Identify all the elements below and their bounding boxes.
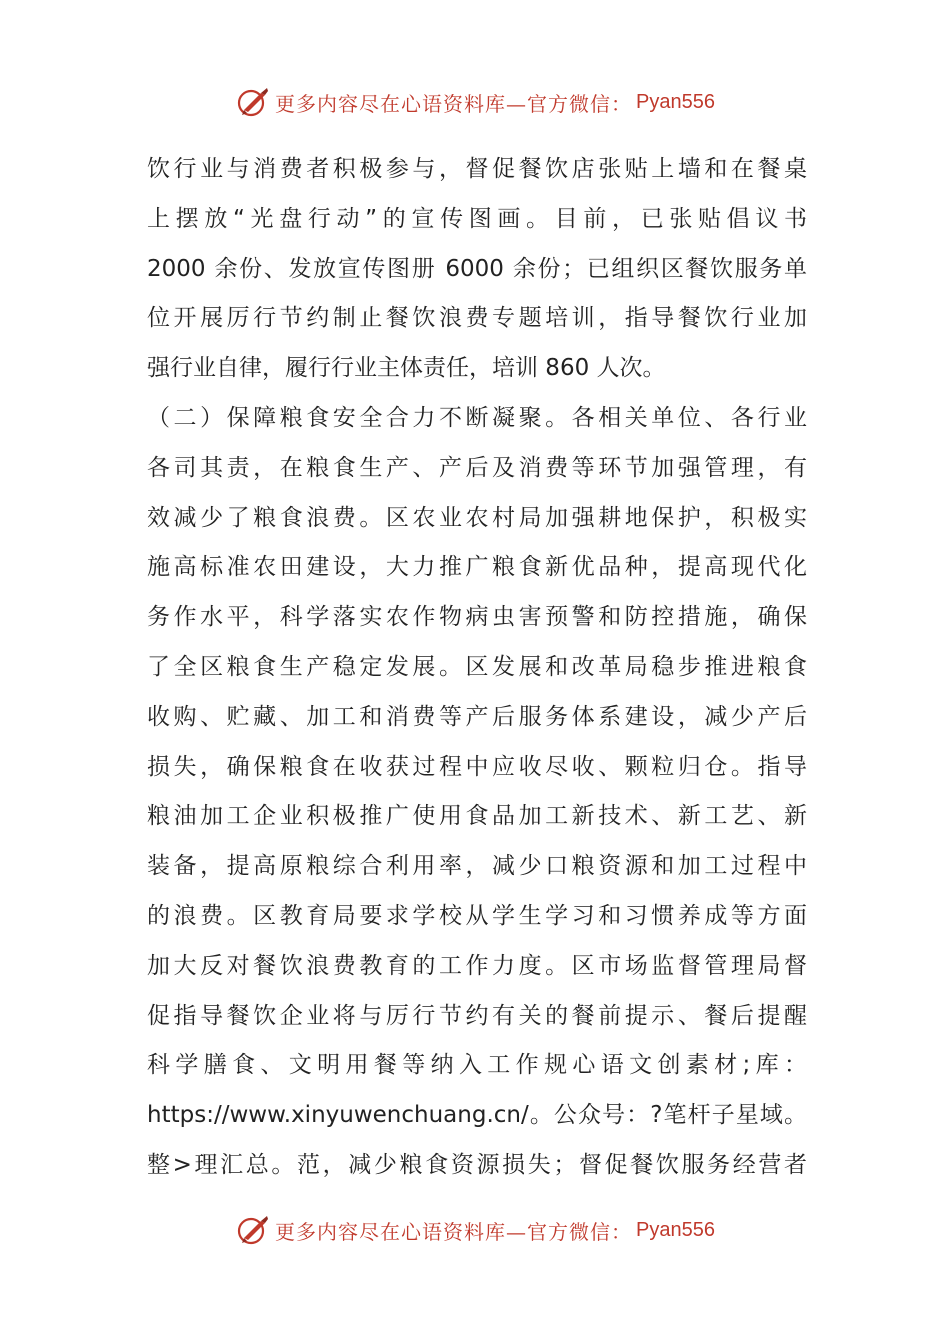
text-line: 饮行业与消费者积极参与，督促餐饮店张贴上墙和在餐桌 — [147, 156, 807, 182]
watermark-text: 更多内容尽在心语资料库—官方微信： — [275, 91, 633, 116]
text-line: https://www.xinyuwenchuang.cn/。公众号：?笔杆子星域。 — [147, 1102, 807, 1129]
text-line: 强行业自律，履行行业主体责任，培训 860 人次。 — [147, 355, 666, 382]
text-line: 了全区粮食生产稳定发展。区发展和改革局稳步推进粮食 — [147, 653, 807, 680]
text-line: 科学膳食、文明用餐等纳入工作规心语文创素材;库： — [147, 1052, 807, 1079]
watermark-text: 更多内容尽在心语资料库—官方微信： — [275, 1219, 633, 1244]
text-line: （二）保障粮食安全合力不断凝聚。各相关单位、各行业 — [147, 404, 807, 431]
document-body — [147, 145, 807, 1191]
text-line: 加大反对餐饮浪费教育的工作力度。区市场监督管理局督 — [147, 952, 807, 979]
text-line: 装备，提高原粮综合利用率，减少口粮资源和加工过程中 — [147, 853, 807, 880]
text-line: 2000 余份、发放宣传图册 6000 余份；已组织区餐饮服务单 — [147, 255, 807, 282]
text-line: 整>理汇总。范，减少粮食资源损失；督促餐饮服务经营者 — [147, 1151, 807, 1178]
text-line: 的浪费。区教育局要求学校从学生学习和习惯养成等方面 — [147, 902, 807, 929]
pen-logo-icon — [235, 1212, 271, 1248]
text-line: 各司其责，在粮食生产、产后及消费等环节加强管理，有 — [147, 454, 807, 481]
header-watermark — [0, 82, 950, 122]
text-line: 务作水平，科学落实农作物病虫害预警和防控措施，确保 — [147, 604, 807, 631]
text-line: 效减少了粮食浪费。区农业农村局加强耕地保护，积极实 — [147, 504, 807, 531]
text-line: 粮油加工企业积极推广使用食品加工新技术、新工艺、新 — [147, 803, 807, 830]
footer-watermark — [0, 1210, 950, 1250]
text-line: 促指导餐饮企业将与厉行节约有关的餐前提示、餐后提醒 — [147, 1002, 807, 1029]
text-line: 上摆放“光盘行动”的宣传图画。目前，已张贴倡议书 — [147, 205, 807, 232]
text-line: 收购、贮藏、加工和消费等产后服务体系建设，减少产后 — [147, 703, 807, 730]
text-line: 位开展厉行节约制止餐饮浪费专题培训，指导餐饮行业加 — [147, 305, 807, 332]
watermark-wechat-id: Pyan556 — [636, 90, 715, 113]
watermark-wechat-id: Pyan556 — [636, 1218, 715, 1241]
text-line: 损失，确保粮食在收获过程中应收尽收、颗粒归仓。指导 — [147, 753, 807, 780]
pen-logo-icon — [235, 84, 271, 120]
text-line: 施高标准农田建设，大力推广粮食新优品种，提高现代化 — [147, 554, 807, 581]
